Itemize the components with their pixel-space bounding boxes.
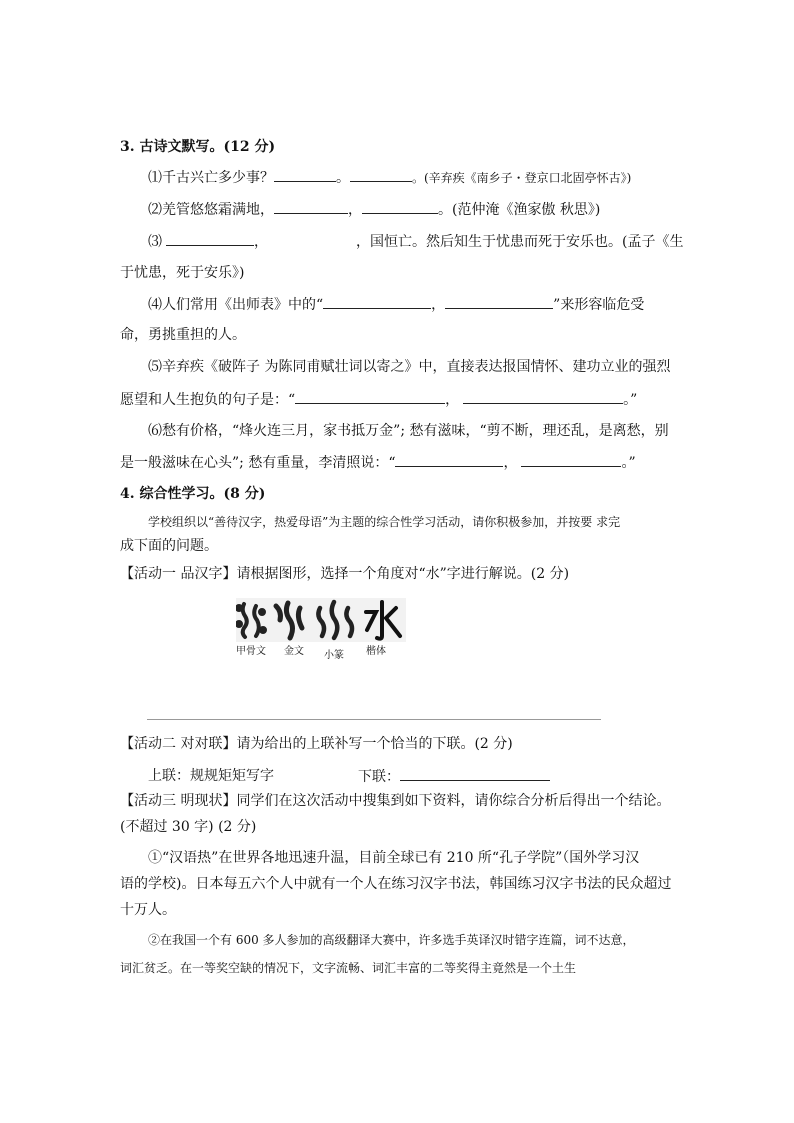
q6-text-d: 。”: [621, 455, 636, 471]
q5-text-c: ，: [445, 392, 460, 408]
question-3: [148, 231, 683, 252]
couplet-upper: 上联：规规矩矩写字: [148, 768, 274, 784]
q5-blank-2[interactable]: [463, 389, 623, 404]
glyph-label-oracle: 甲骨文: [236, 646, 266, 657]
question-4: [148, 294, 644, 315]
couplet-lower: [358, 766, 550, 787]
activity-3-prompt: 【活动三 明现状】同学们在这次活动中搜集到如下资料，请你综合分析后得出一个结论。: [120, 793, 671, 809]
q6-text-b: 是一般滋味在心头”; 愁有重量，李清照说：“: [120, 455, 396, 471]
q2-text-a: ⑵羌管悠悠霜满地，: [148, 202, 274, 218]
q2-blank-2[interactable]: [362, 199, 438, 214]
activity-3-limit: (不超过 30 字) (2 分): [120, 819, 257, 835]
q5-text-b: 愿望和人生抱负的句子是：“: [120, 392, 296, 408]
couplet-lower-blank[interactable]: [400, 766, 550, 781]
section4-intro: 学校组织以“善待汉字，热爱母语”为主题的综合性学习活动，请你积极参加，并按要 求完: [148, 515, 621, 529]
activity-1-prompt: 【活动一 品汉字】请根据图形，选择一个角度对“水”字进行解说。(2 分): [120, 566, 570, 582]
q1-blank-2[interactable]: [350, 167, 412, 182]
material-2-cont: 词汇贫乏。在一等奖空缺的情况下，文字流畅、词汇丰富的二等奖得主竟然是一个土生: [120, 961, 577, 975]
question-5-cont: [120, 389, 637, 410]
material-1-cont: 语的学校)。日本每五六个人中就有一个人在练习汉字书法，韩国练习汉字书法的民众超过: [120, 876, 672, 892]
q4-text-c: ”来形容临危受: [553, 297, 645, 313]
q6-text-c: ，: [503, 455, 518, 471]
question-1: [148, 167, 631, 188]
activity-1-answer-line[interactable]: [147, 719, 601, 720]
q4-text-a: ⑷人们常用《出师表》中的“: [148, 297, 324, 313]
glyph-label-regular: 楷体: [366, 646, 386, 657]
glyph-label-seal: 小篆: [324, 650, 344, 661]
material-1-end: 十万人。: [120, 902, 176, 918]
q2-text-b: ，: [348, 202, 362, 218]
question-5: ⑸辛弃疾《破阵子 为陈同甫赋壮词以寄之》中，直接表达报国情怀、建功立业的强烈: [148, 359, 671, 375]
q6-blank-1[interactable]: [395, 452, 503, 467]
section4-heading: 4. 综合性学习。(8 分): [120, 486, 266, 502]
q1-text-b: 。: [336, 170, 350, 186]
q3-text-c: ，国恒亡。然后知生于忧患而死于安乐也。(孟子《生: [356, 234, 684, 250]
glyph-label-bronze: 金文: [284, 646, 304, 657]
material-1: ①“汉语热”在世界各地迅速升温，目前全球已有 210 所“孔子学院”（国外学习汉: [148, 850, 640, 866]
material-2: ②在我国一个有 600 多人参加的高级翻译大赛中，许多选手英译汉时错字连篇，词不达意，: [148, 933, 635, 947]
q3-text-a: ⑶: [148, 234, 162, 250]
q4-blank-2[interactable]: [445, 294, 553, 309]
q5-blank-1[interactable]: [295, 389, 445, 404]
question-3-cont: 于忧患，死于安乐》): [120, 265, 245, 281]
q1-text-a: ⑴千古兴亡多少事？: [148, 170, 274, 186]
couplet-lower-label: 下联：: [358, 769, 400, 785]
q3-blank-1[interactable]: [166, 231, 254, 246]
q4-text-b: ，: [431, 297, 446, 313]
q2-text-c: 。(范仲淹《渔家傲 秋思》): [438, 202, 601, 218]
q1-text-c: 。(辛弃疾《南乡子・登京口北固亭怀古》): [412, 171, 632, 185]
q1-blank-1[interactable]: [274, 167, 336, 182]
q4-blank-1[interactable]: [323, 294, 431, 309]
q3-text-b: ，: [254, 234, 268, 250]
question-6-cont: [120, 452, 636, 473]
question-2: [148, 199, 600, 220]
activity-2-prompt: 【活动二 对对联】请为给出的上联补写一个恰当的下联。(2 分): [120, 736, 513, 752]
q5-text-d: 。”: [623, 392, 638, 408]
question-6: ⑹愁有价格，“烽火连三月，家书抵万金”; 愁有滋味，“剪不断，理还乱，是离愁，别: [148, 423, 669, 439]
section3-heading: 3. 古诗文默写。(12 分): [120, 139, 276, 155]
water-character-evolution-image: [236, 598, 406, 642]
question-4-cont: 命，勇挑重担的人。: [120, 327, 246, 343]
q2-blank-1[interactable]: [274, 199, 348, 214]
q6-blank-2[interactable]: [521, 452, 621, 467]
section4-intro-cont: 成下面的问题。: [120, 538, 218, 554]
